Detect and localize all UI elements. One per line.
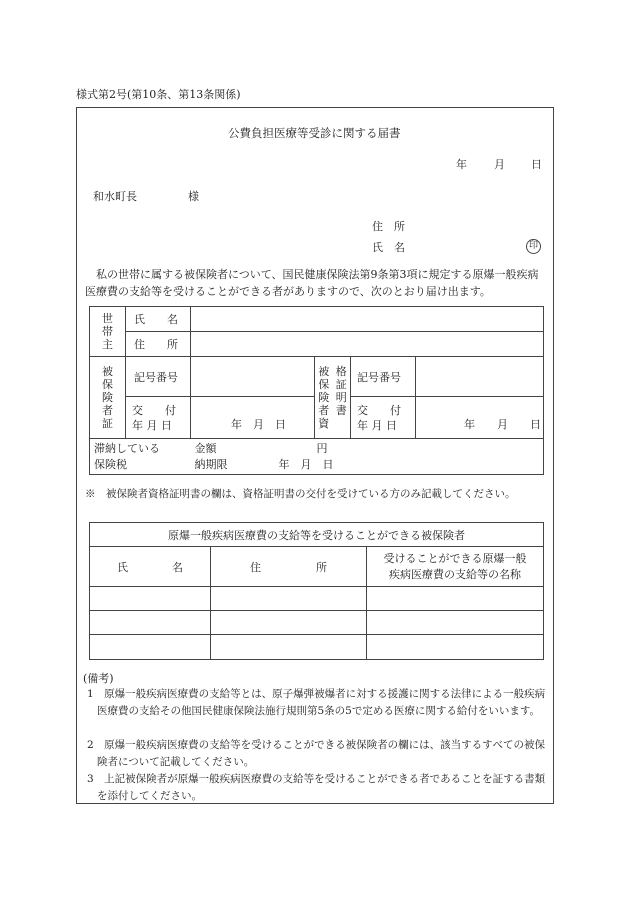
householder-name-field[interactable] xyxy=(191,307,544,332)
row-benefit-cell[interactable] xyxy=(367,611,544,635)
seal-icon: 印 xyxy=(526,239,541,254)
date-day: 日 xyxy=(531,158,542,171)
qualification-label-col1: 被 保 険 者 資 xyxy=(315,357,333,439)
table-row xyxy=(90,635,544,660)
addressee-honorific: 様 xyxy=(188,190,199,203)
row-name-cell[interactable] xyxy=(90,611,211,635)
remark-item-3: 3 上記被保険者が原爆一般疾病医療費の支給等を受けることができる者であることを証する書類を添付してください。 xyxy=(87,773,546,802)
eligible-table-header: 原爆一般疾病医療費の支給等を受けることができる被保険者 xyxy=(90,523,544,547)
eligible-insured-table xyxy=(89,522,544,660)
arrears-field[interactable]: 金額 円 納期限 年 月 日 xyxy=(191,439,544,475)
remark-item-2: 2 原爆一般疾病医療費の支給等を受けることができる被保険者の欄には、該当するすべての被保険者について記載してください。 xyxy=(87,739,545,768)
form-title: 公費負担医療等受診に関する届書 xyxy=(228,126,401,140)
issue-date-field-2[interactable]: 年 月 日 xyxy=(416,397,544,439)
arrears-label: 滞納している 保険税 xyxy=(90,439,191,475)
intro-paragraph: 私の世帯に属する被保険者について、国民健康保険法第9条第3項に規定する原爆一般疾病医療費の支給等を受けることができる者がありますので、次のとおり届け出ます。 xyxy=(85,268,539,298)
row-name-cell[interactable] xyxy=(90,587,211,611)
col-benefit-header: 受けることができる原爆一般 疾病医療費の支給等の名称 xyxy=(367,547,544,587)
householder-address-field[interactable] xyxy=(191,332,544,357)
table-row xyxy=(90,611,544,635)
applicant-address-label: 住 所 xyxy=(372,220,405,233)
householder-name-label: 氏 名 xyxy=(126,307,191,332)
issue-date-label-2: 交 付 年 月 日 xyxy=(351,397,416,439)
symbol-number-label-2: 記号番号 xyxy=(351,357,416,397)
qualification-label-col2: 格 証 明 書 xyxy=(333,357,351,439)
seal-mark xyxy=(526,238,541,254)
symbol-number-label: 記号番号 xyxy=(126,357,191,397)
row-address-cell[interactable] xyxy=(211,587,367,611)
row-benefit-cell[interactable] xyxy=(367,635,544,660)
addressee-name: 和水町長 xyxy=(93,190,137,203)
row-name-cell[interactable] xyxy=(90,635,211,660)
row-address-cell[interactable] xyxy=(211,611,367,635)
insurance-card-label: 被 保 険 者 証 xyxy=(90,357,126,439)
symbol-number-field-2[interactable] xyxy=(416,357,544,397)
householder-label: 世 帯 主 xyxy=(90,307,126,357)
col-name-header: 氏 名 xyxy=(90,547,211,587)
remark-item-1: 1 原爆一般疾病医療費の支給等とは、原子爆弾被爆者に対する援護に関する法律による一般疾病医療費の支給その他国民健康保険法施行規則第5条の5で定める医療に関する給付をいいます。 xyxy=(87,688,546,717)
date-year: 年 xyxy=(456,158,467,171)
row-address-cell[interactable] xyxy=(211,635,367,660)
issue-date-field[interactable]: 年 月 日 xyxy=(191,397,315,439)
insured-info-table xyxy=(89,306,544,475)
symbol-number-field[interactable] xyxy=(191,357,315,397)
row-benefit-cell[interactable] xyxy=(367,587,544,611)
date-month: 月 xyxy=(494,158,505,171)
asterisk-note: ※ 被保険者資格証明書の欄は、資格証明書の交付を受けている方のみ記載してください。 xyxy=(85,488,516,500)
remarks-heading: (備考) xyxy=(83,672,114,685)
table-row xyxy=(90,587,544,611)
issue-date-label: 交 付 年 月 日 xyxy=(126,397,191,439)
col-address-header: 住 所 xyxy=(211,547,367,587)
applicant-name-label: 氏 名 xyxy=(372,241,405,254)
form-number: 様式第2号(第10条、第13条関係) xyxy=(76,88,241,101)
householder-address-label: 住 所 xyxy=(126,332,191,357)
